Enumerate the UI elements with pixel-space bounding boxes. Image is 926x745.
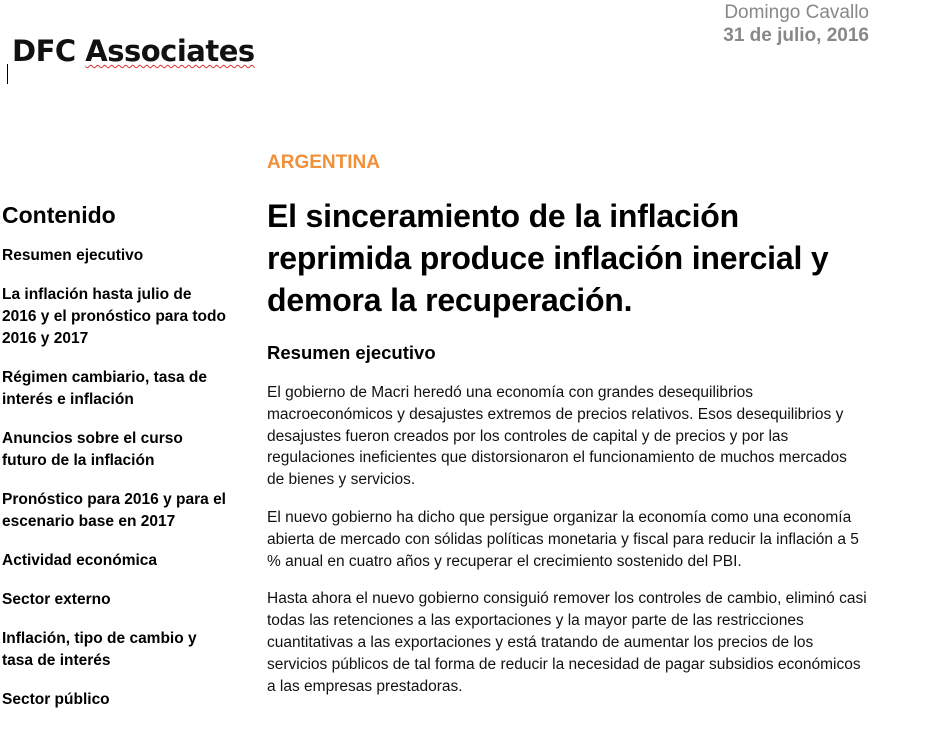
toc-item-sector-publico[interactable]: Sector público bbox=[2, 691, 110, 708]
paragraph: El nuevo gobierno ha dicho que persigue organizar la economía como una economía abierta de mercado con sólidas políticas monetaria y fiscal para reducir la inflación a 5 % anual en cuatro años y recuperar el crecimiento sostenido del PBI. bbox=[267, 508, 859, 570]
headline: El sinceramiento de la inflación reprimida produce inflación inercial y demora la recuperación. bbox=[267, 198, 829, 318]
brand-logo bbox=[12, 34, 255, 68]
brand-name-rest: Associates bbox=[85, 34, 255, 68]
toc-item-actividad[interactable]: Actividad económica bbox=[2, 552, 158, 569]
brand-name: DFC bbox=[12, 34, 76, 68]
toc-item-inflacion-julio[interactable]: La inflación hasta julio de 2016 y el pronóstico para todo 2016 y 2017 bbox=[2, 286, 226, 347]
author-block bbox=[723, 1, 869, 47]
main-content bbox=[267, 151, 867, 713]
toc-item-regimen-cambiario[interactable]: Régimen cambiario, tasa de interés e inflación bbox=[2, 369, 208, 408]
toc-item-sector-externo[interactable]: Sector externo bbox=[2, 591, 111, 608]
toc-item-pronostico[interactable]: Pronóstico para 2016 y para el escenario base en 2017 bbox=[2, 491, 226, 530]
toc-item-resumen[interactable]: Resumen ejecutivo bbox=[2, 247, 144, 264]
paragraph: El gobierno de Macri heredó una economía con grandes desequilibrios macroeconómicos y desajustes extremos de precios relativos. Esos desequilibrios y desajustes fueron creados por los controles de capital y de precios y por las regulaciones ineficientes que distorsionaron el funcionamiento de muchos mercados de bienes y servicios. bbox=[267, 384, 847, 489]
section-title: Resumen ejecutivo bbox=[267, 342, 436, 363]
country-label: ARGENTINA bbox=[267, 152, 380, 173]
toc-title: Contenido bbox=[2, 202, 116, 228]
author-name: Domingo Cavallo bbox=[724, 2, 869, 23]
report-date: 31 de julio, 2016 bbox=[723, 25, 869, 46]
paragraph: Hasta ahora el nuevo gobierno consiguió remover los controles de cambio, eliminó casi todas las retenciones a las exportaciones y la mayor parte de las restricciones cuantitativas a las exportaciones y está tratando de aumentar los precios de los servicios públicos de tal forma de reducir la necesidad de pagar subsidios económicos a las empresas prestadoras. bbox=[267, 590, 867, 695]
toc-item-anuncios[interactable]: Anuncios sobre el curso futuro de la inflación bbox=[2, 430, 183, 469]
table-of-contents bbox=[2, 200, 227, 728]
toc-item-inflacion-tipo-cambio[interactable]: Inflación, tipo de cambio y tasa de interés bbox=[2, 630, 197, 669]
text-cursor bbox=[7, 64, 8, 84]
